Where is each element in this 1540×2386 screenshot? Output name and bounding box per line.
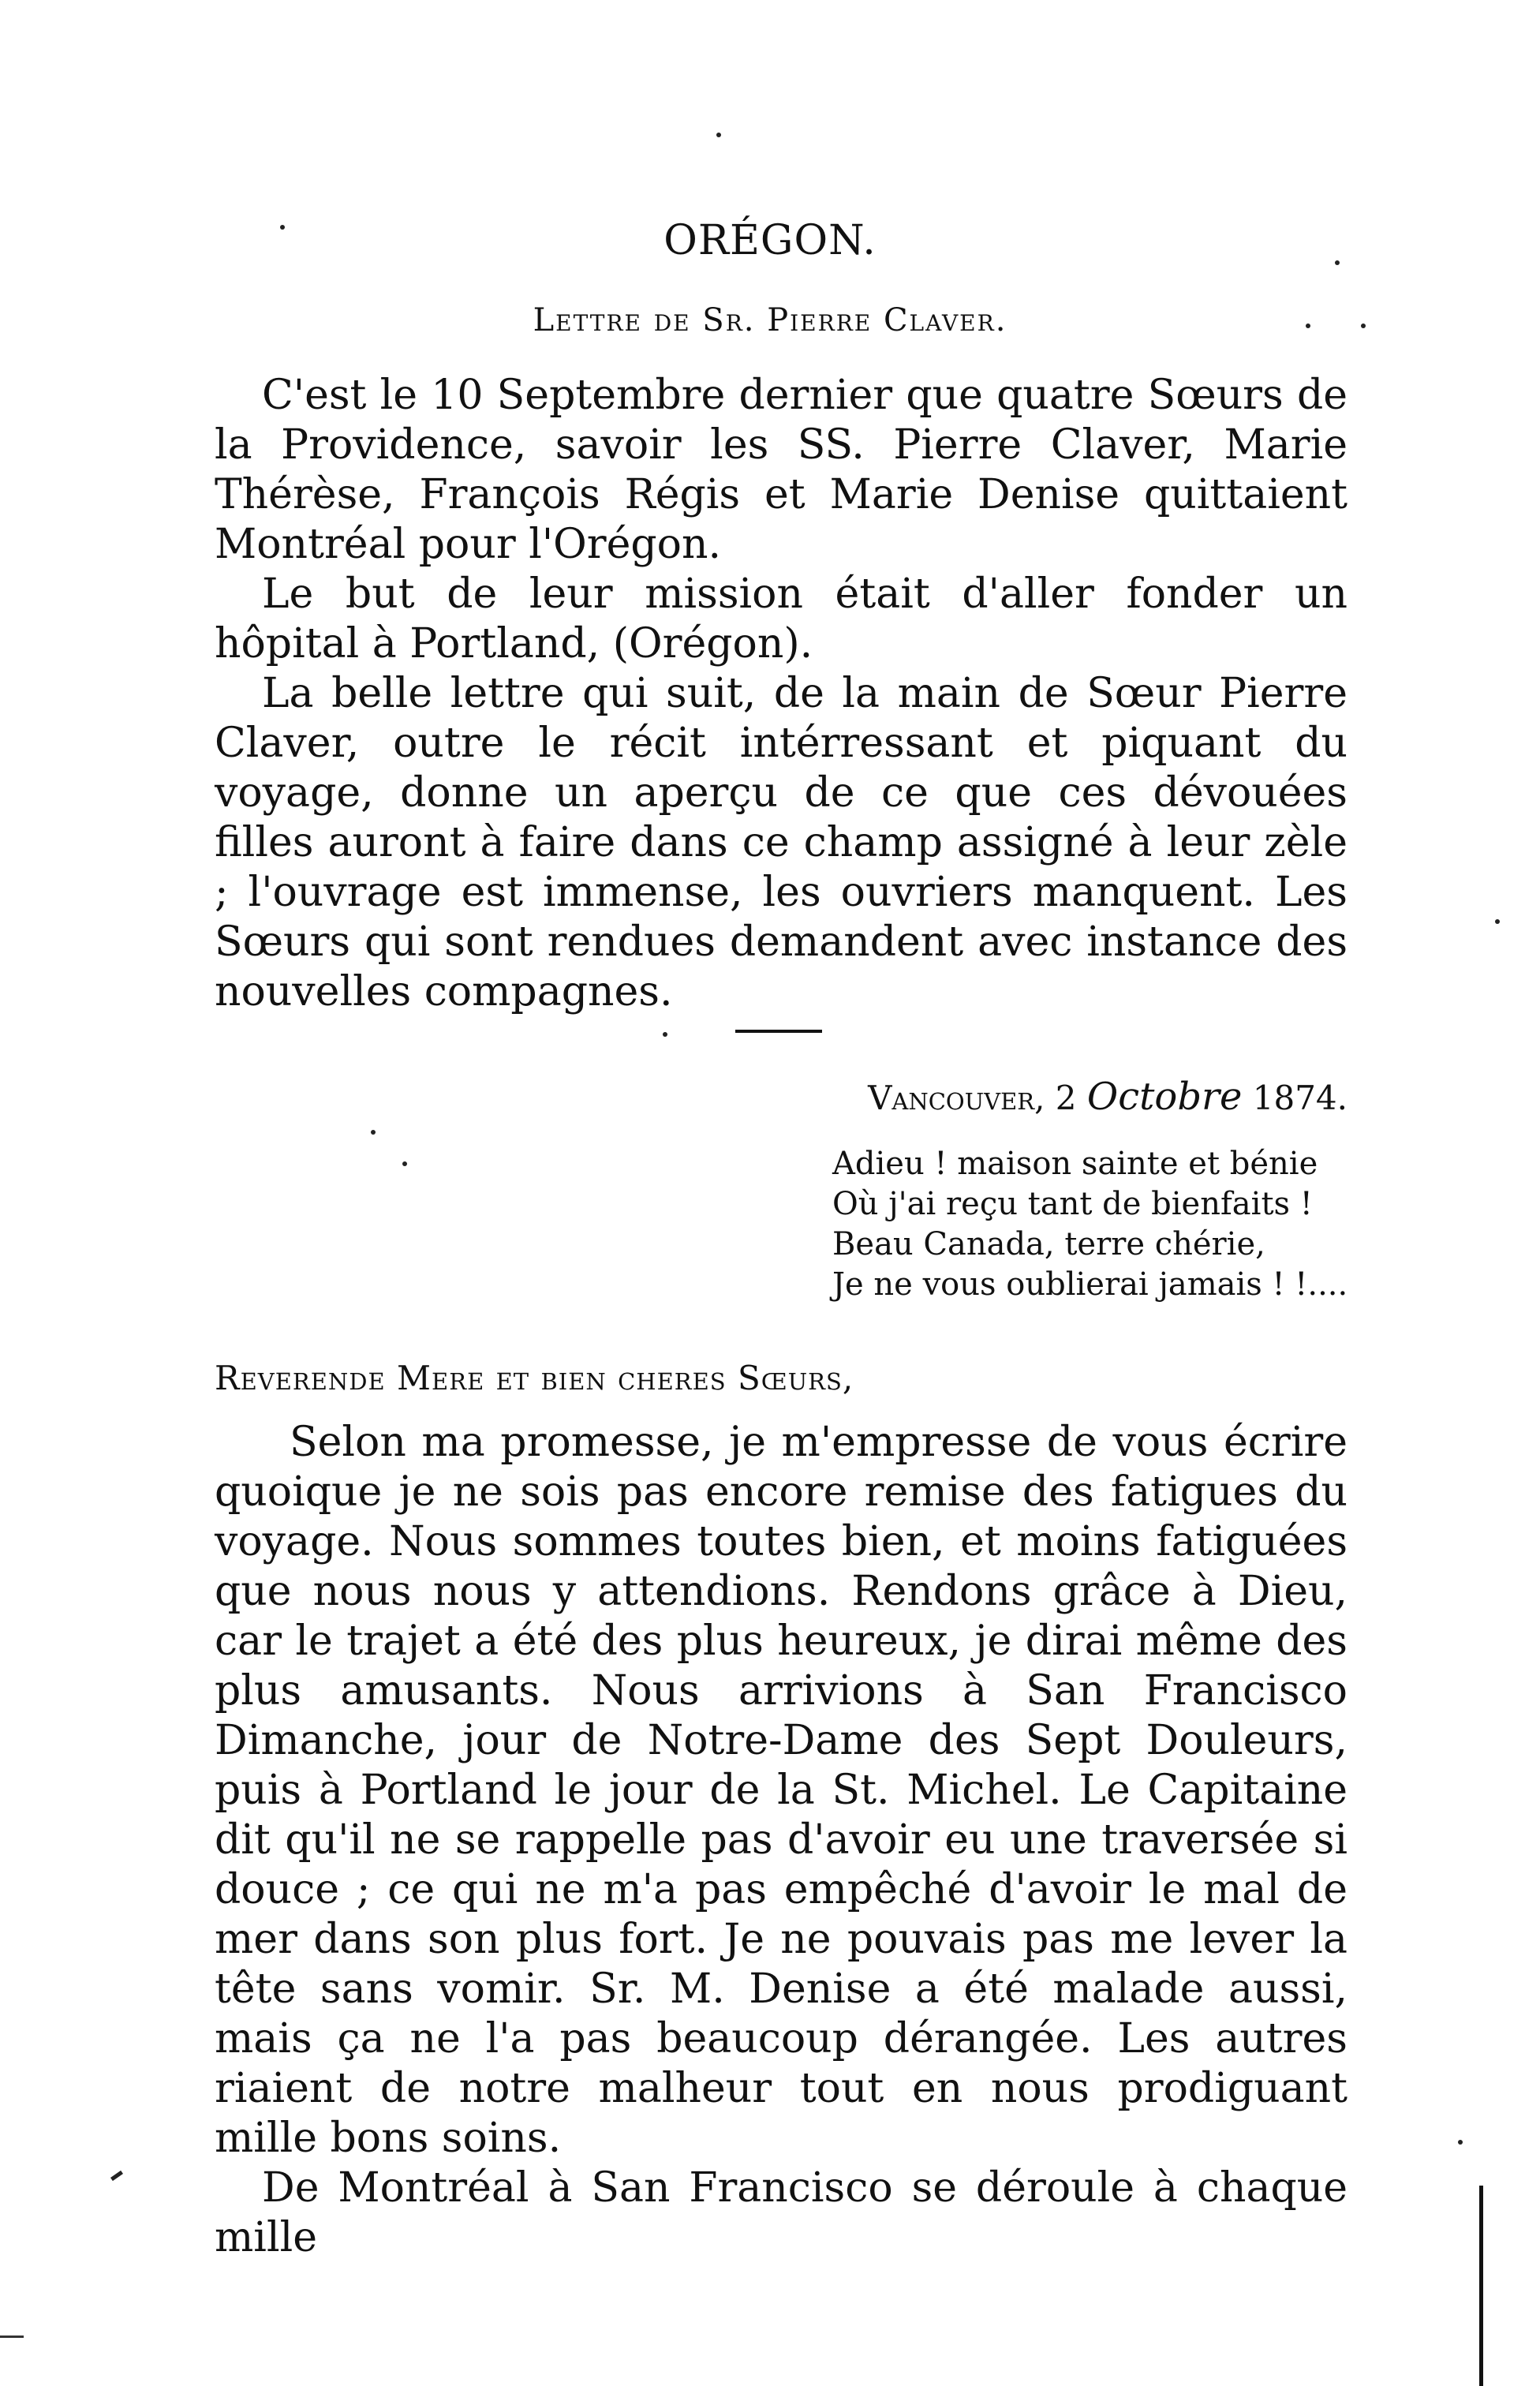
letter-body [215, 1418, 1348, 2263]
poem-line: Adieu ! maison sainte et bénie [832, 1146, 1318, 1182]
letter-paragraph: De Montréal à San Francisco se déroule à chaque mille [215, 2164, 1348, 2261]
poem-line: Où j'ai reçu tant de bienfaits ! [832, 1186, 1313, 1222]
poem-line: Je ne vous oublierai jamais ! !.... [832, 1266, 1348, 1303]
scan-speck [1306, 323, 1310, 328]
dateline-day: 2 [1055, 1079, 1077, 1117]
scan-speck [371, 1130, 376, 1135]
intro-text [215, 371, 1348, 1017]
poem-line: Beau Canada, terre chérie, [832, 1226, 1265, 1262]
dateline-place: Vancouver, [868, 1079, 1045, 1117]
intro-paragraph: La belle lettre qui suit, de la main de Sœur Pierre Claver, outre le récit intérressant et piquant du voyage, donne un aperçu de ce que ces dévouées filles auront à faire dans ce champ assigné à leur zèle ; l'ouvrage est immense, les ouvriers manquent. Les Sœurs qui sont rendues demandent avec instance des nouvelles compagnes. [215, 670, 1348, 1015]
letter-heading: Lettre de Sr. Pierre Claver. [533, 302, 1007, 338]
section-divider [735, 1030, 822, 1033]
scan-speck [280, 225, 285, 230]
scan-speck [1361, 323, 1366, 328]
letter-salutation: Reverende Mere et bien cheres Sœurs, [215, 1359, 854, 1397]
scan-speck [1335, 260, 1340, 265]
dateline-month: Octobre [1086, 1075, 1243, 1119]
intro-paragraph: Le but de leur mission était d'aller fonder un hôpital à Portland, (Orégon). [215, 570, 1348, 668]
scan-speck [1495, 919, 1500, 924]
dateline [0, 1075, 1348, 1119]
dateline-year: 1874. [1252, 1079, 1348, 1117]
scan-mark [110, 2171, 123, 2181]
scan-speck [1458, 2140, 1463, 2145]
scan-speck [663, 1032, 667, 1037]
intro-paragraph: C'est le 10 Septembre dernier que quatre Sœurs de la Providence, savoir les SS. Pierre Claver, Marie Thérèse, François Régis et Marie Denise quittaient Montréal pour l'Orégon. [215, 372, 1348, 568]
page-title: ORÉGON. [663, 217, 877, 264]
letter-paragraph: Selon ma promesse, je m'empresse de vous écrire quoique je ne sois pas encore remise des fatigues du voyage. Nous sommes toutes bien, et moins fatiguées que nous nous y attendions. Rendons grâce à Dieu, car le trajet a été des plus heureux, je dirai même des plus amusants. Nous arrivions à San Francisco Dimanche, jour de Notre-Dame des Sept Douleurs, puis à Portland le jour de la St. Michel. Le Capitaine dit qu'il ne se rappelle pas d'avoir eu une traversée si douce ; ce qui ne m'a pas empêché d'avoir le mal de mer dans son plus fort. Je ne pouvais pas me lever la tête sans vomir. Sr. M. Denise a été malade aussi, mais ça ne l'a pas beaucoup dérangée. Les autres riaient de notre malheur tout en nous prodiguant mille bons soins. [215, 1419, 1348, 2162]
scan-speck [402, 1161, 407, 1166]
poem-epigraph [832, 1144, 1348, 1305]
scan-speck [716, 133, 721, 137]
page-edge-line [1479, 2186, 1483, 2386]
scan-mark [0, 2336, 24, 2338]
